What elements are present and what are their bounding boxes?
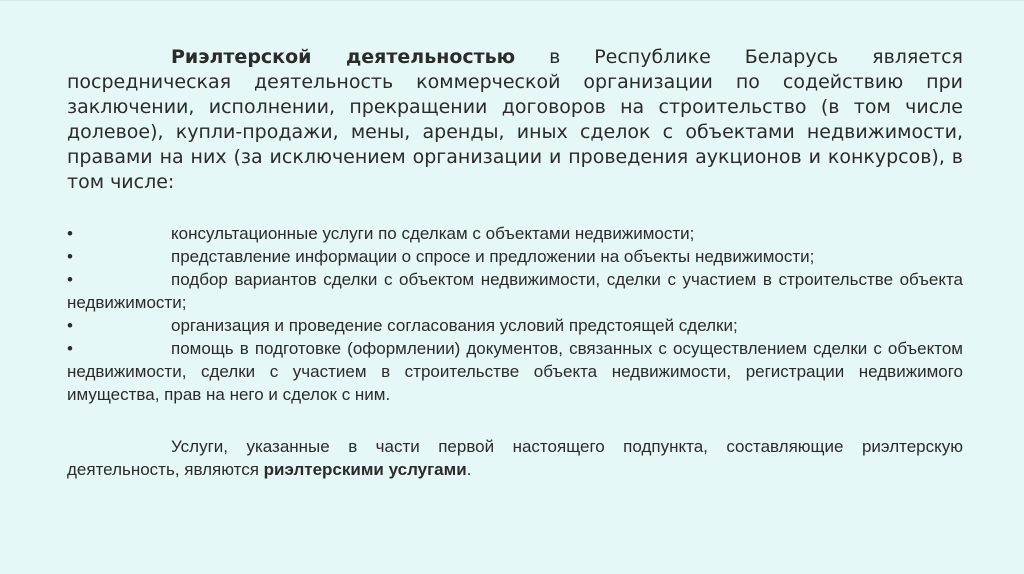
list-item (67, 337, 963, 406)
list-item-text: организация и проведение согласования условий предстоящей сделки; (171, 316, 738, 335)
list-item-text: помощь в подготовке (оформлении) документов, связанных с осуществлением сделки с объектом недвижимости, сделки с участием в строительстве объекта недвижимости, регистрации недвижимого имущества, прав на него и сделок с ним. (67, 339, 963, 404)
list-item-text: подбор вариантов сделки с объектом недвижимости, сделки с участием в строительстве объекта недвижимости; (67, 270, 963, 312)
list-item (67, 245, 963, 268)
bullet: • (67, 224, 73, 243)
definition-text: в Республике Беларусь является посредническая деятельность коммерческой организации по содействию при заключении, исполнении, прекращении договоров на строительство (в том числе долевое), купли-продажи, мены, аренды, иных сделок с объектами недвижимости, правами на них (за исключением организации и проведения аукционов и конкурсов), в том числе: (67, 46, 963, 193)
conclusion-paragraph (67, 435, 963, 481)
bullet: • (67, 316, 73, 335)
definition-term: Риэлтерской деятельностью (171, 46, 516, 68)
slide-content (67, 45, 963, 481)
bullet: • (67, 247, 73, 266)
definition-paragraph (67, 45, 963, 195)
bullet: • (67, 270, 73, 289)
conclusion-text: Услуги, указанные в части первой настоящего подпункта, составляющие риэлтерскую деятельность, являются (67, 437, 963, 479)
list-item (67, 222, 963, 245)
list-item-text: консультационные услуги по сделкам с объектами недвижимости; (171, 224, 695, 243)
conclusion-term: риэлтерскими услугами (263, 460, 467, 479)
list-item (67, 268, 963, 314)
conclusion-end: . (466, 460, 472, 479)
services-list (67, 222, 963, 406)
list-item-text: представление информации о спросе и предложении на объекты недвижимости; (171, 247, 815, 266)
bullet: • (67, 339, 73, 358)
list-item (67, 314, 963, 337)
